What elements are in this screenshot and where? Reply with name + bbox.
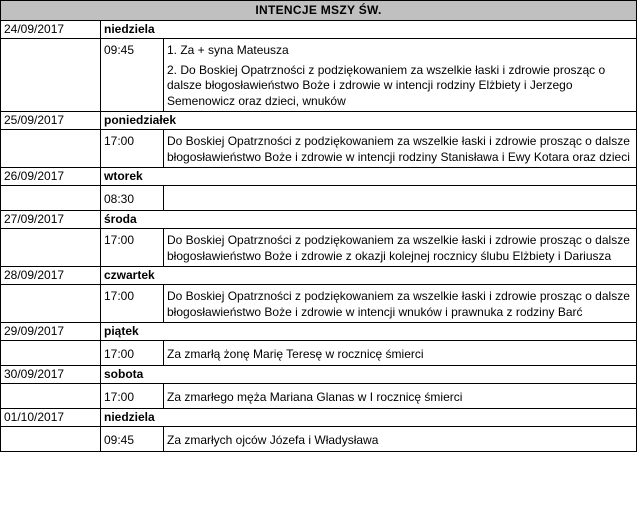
intention-text: Do Boskiej Opatrzności z podziękowaniem za wszelkie łaski i zdrowie prosząc o dalsze błogosławieństwo Boże i zdrowie w intencji wnuków i prawnuka z rodziny Barć [167,289,630,319]
day-header-row [1,168,637,186]
mass-time: 17:00 [101,285,164,323]
day-header-row [1,112,637,130]
mass-time: 09:45 [101,39,164,112]
day-name-cell: środa [101,211,637,229]
date-cell: 27/09/2017 [1,211,101,229]
mass-time: 17:00 [101,229,164,267]
empty-cell [1,427,101,452]
day-header-row [1,267,637,285]
intention-cell: Za zmarłego męża Mariana Glanas w I rocznicę śmierci [164,384,637,409]
mass-row [1,39,637,112]
mass-time: 17:00 [101,384,164,409]
date-cell: 24/09/2017 [1,21,101,39]
day-header-row [1,366,637,384]
intention-cell: Za zmarłych ojców Józefa i Władysława [164,427,637,452]
mass-row [1,285,637,323]
date-cell: 28/09/2017 [1,267,101,285]
intention-cell [164,285,637,323]
empty-cell [1,130,101,168]
intention-cell [164,229,637,267]
empty-cell [1,186,101,211]
day-name-cell: poniedziałek [101,112,637,130]
intention-text: Do Boskiej Opatrzności z podziękowaniem za wszelkie łaski i zdrowie prosząc o dalsze błogosławieństwo Boże i zdrowie w intencji rodziny Stanisława i Ewy Kotara oraz dzieci [167,134,630,164]
intention-text: 1. Za + syna Mateusza [167,43,289,57]
day-header-row [1,21,637,39]
mass-row [1,341,637,366]
empty-cell [1,229,101,267]
mass-row [1,384,637,409]
page-title: INTENCJE MSZY ŚW. [1,1,637,21]
date-cell: 26/09/2017 [1,168,101,186]
intention-text: Do Boskiej Opatrzności z podziękowaniem za wszelkie łaski i zdrowie prosząc o dalsze błogosławieństwo Boże i zdrowie z okazji kolejnej rocznicy ślubu Elżbiety i Dariusza [167,233,630,263]
date-cell: 30/09/2017 [1,366,101,384]
mass-row [1,186,637,211]
mass-row [1,427,637,452]
mass-time: 08:30 [101,186,164,211]
day-name-cell: sobota [101,366,637,384]
date-cell: 25/09/2017 [1,112,101,130]
day-header-row [1,409,637,427]
mass-time: 17:00 [101,130,164,168]
empty-cell [1,285,101,323]
date-cell: 01/10/2017 [1,409,101,427]
empty-cell [1,39,101,112]
intention-cell [164,130,637,168]
intention-text: 2. Do Boskiej Opatrzności z podziękowaniem za wszelkie łaski i zdrowie prosząc o dalsze błogosławieństwo Boże i zdrowie w intencji rodziny Elżbiety i Jerzego Semenowicz oraz dzieci, wnuków [167,62,606,108]
day-name-cell: piątek [101,323,637,341]
mass-row [1,229,637,267]
day-name-cell: wtorek [101,168,637,186]
empty-cell [1,341,101,366]
mass-row [1,130,637,168]
title-row [1,1,637,21]
intention-cell: Za zmarłą żonę Marię Teresę w rocznicę śmierci [164,341,637,366]
intention-cell [164,39,637,112]
mass-time: 17:00 [101,341,164,366]
day-name-cell: niedziela [101,21,637,39]
mass-time: 09:45 [101,427,164,452]
day-name-cell: niedziela [101,409,637,427]
day-header-row [1,211,637,229]
day-name-cell: czwartek [101,267,637,285]
date-cell: 29/09/2017 [1,323,101,341]
empty-cell [1,384,101,409]
day-header-row [1,323,637,341]
intention-cell [164,186,637,211]
